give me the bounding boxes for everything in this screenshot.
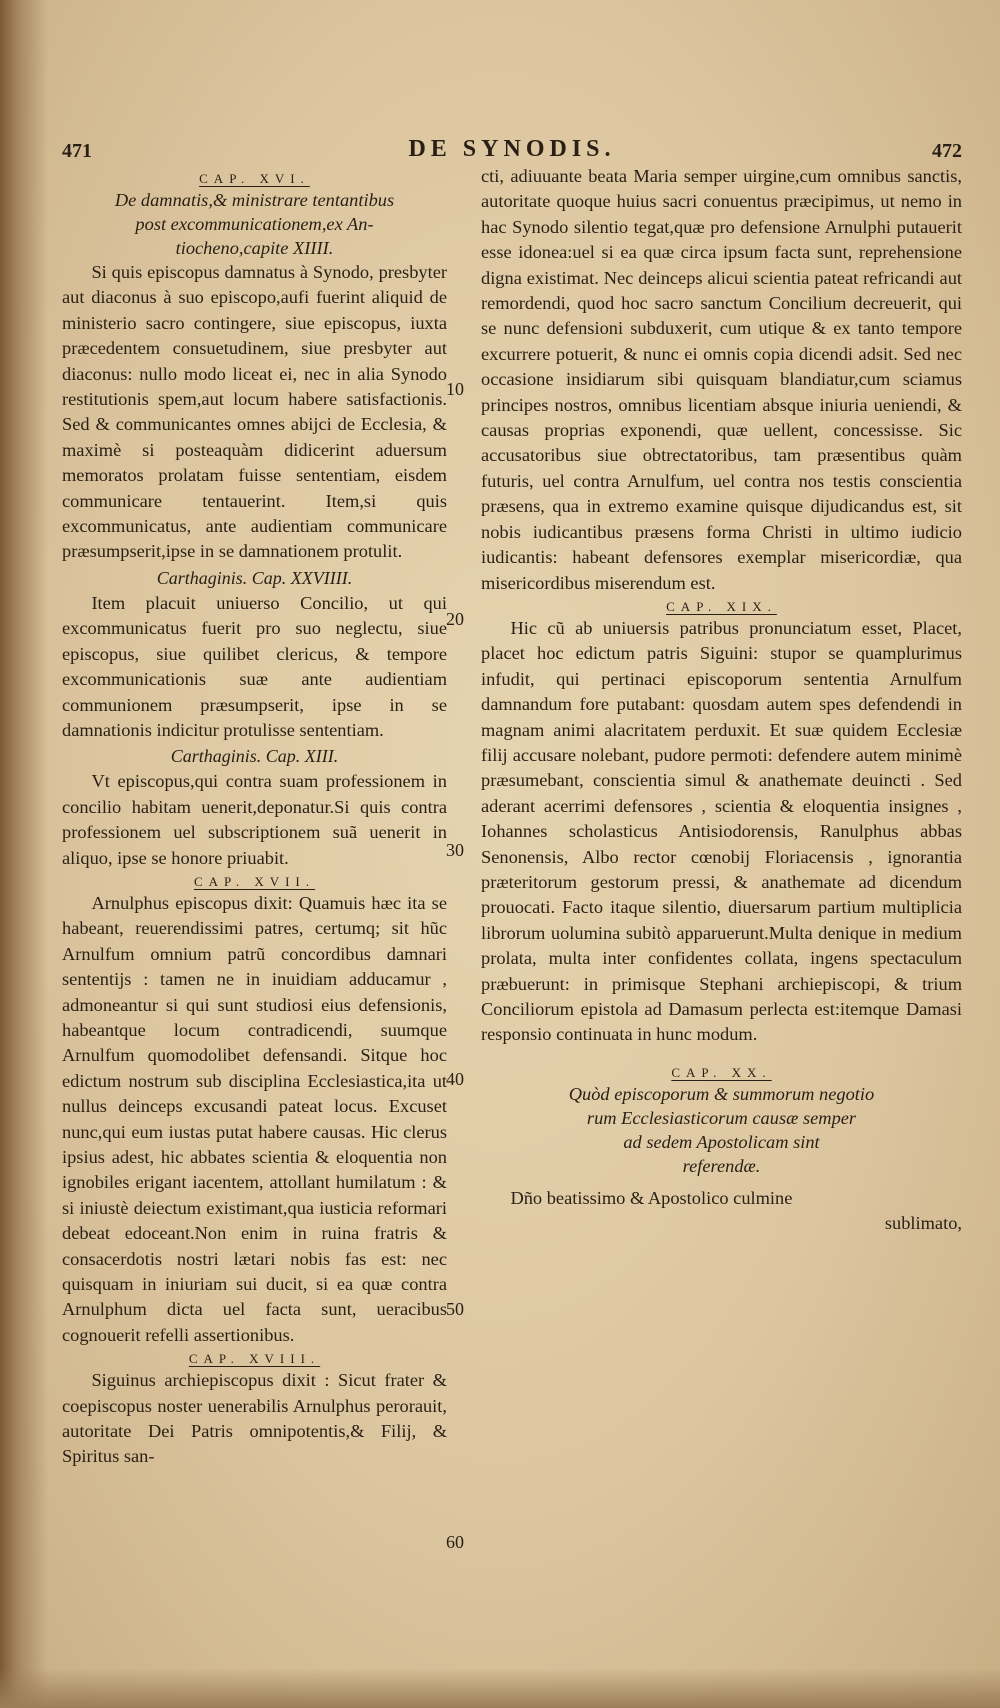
chapter-rubric-line: De damnatis,& ministrare tentantibus bbox=[114, 190, 395, 210]
chapter-text: Item placuit uniuerso Concilio, ut qui excommunicatus fuerit pro suo neglectu, siue episcopus, siue quilibet clericus, & tempore excommunicationis suæ ante audientiam communionem præsumpserit, ipse in se damnationis indicitur protulisse sententiam. bbox=[62, 592, 447, 740]
chapter-heading: CAP. XVII. bbox=[193, 873, 316, 889]
chapter-text: Hic cũ ab uniuersis patribus pronunciatum esset, Placet, placet hoc edictum patris Siguini: stupor se quamplurimus infudit, qui pertinaci episcoporum sententia Arnulfum damnandum fore putabant: quosdam autem spes defendendi in magnam animi alacritatem perduxit. Et suæ quidem Ecclesiæ filij accusare nolebant, pudore permoti: defendere autem minimè præsumebant, conscientia simul & anathemate deuincti . Sed aderant acerrimi defensores , scientia & eloquentia insignes , Iohannes scholasticus Antisiodorensis, Ranulphus abbas Senonensis, Albo rector cœnobij Floriacensis , ignorantia præteritorum gestorum pressi, & anathemate ad dicendum prouocati. Facto itaque silentio, diuersarum partium multiplicia librorum uolumina subitò apparuerunt.Multa denique in medium prolata, multa inter confidentes collata, ingens spectaculum præbuerunt: in primisque Stephani archiepiscopi, & trium Conciliorum epistola ad Damasum perlecta est:itemque Damasi responsio continuata in hunc modum. bbox=[481, 617, 962, 1045]
line-number: 20 bbox=[446, 609, 464, 629]
chapter-text: Dño beatissimo & Apostolico culmine bbox=[510, 1187, 793, 1208]
line-number: 60 bbox=[446, 1532, 464, 1552]
chapter-text: Si quis episcopus damnatus à Synodo, presbyter aut diaconus à suo episcopo,aufi fuerint aliquid de ministerio sacro contingere, siue episcopus, iuxta præcedentem consuetudinem, siue presbyter aut diaconus: nullo modo liceat ei, nec in alia Synodo restitutionis spem,aut locum habere satisfactionis. Sed & communicantes omnes abijci de Ecclesia, & maximè si posteaquàm didicerint aduersum memoratos prolatam fuisse sententiam, eisdem communicare tentauerint. Item,si quis excommunicatus, ante audientiam communicare præsumpserit,ipse in se damnationem protulit. bbox=[62, 262, 447, 562]
chapter-rubric-line: tiocheno,capite XIIII. bbox=[175, 238, 334, 258]
line-number: 40 bbox=[446, 1069, 464, 1089]
line-number: 10 bbox=[446, 379, 464, 399]
page-bottom-edge bbox=[0, 1668, 1000, 1708]
chapter-text: cti, adiuuante beata Maria semper uirgine,cum omnibus sanctis, autoritate quoque huius sacri conuentus præcipimus, ut nemo in hac Synodo silentio tegat,quæ pro defensione Arnulphi putauerit esse idonea:uel si ea quæ circa ipsum facta sunt, reprehensione digna existimat. Nec deinceps alicui scientia pateat refricandi aut remordendi, quod hoc sacro sanctum Concilium decreuerit, qui se nunc defensioni subduxerit, cum utique & ex tanto tempore excurrere potuerit, & nunc ei omnis copia dicendi adsit. Sed nec occasione insidiarum sibi quisquam blandiatur,cum sciamus principes nostros, omnibus licentiam absque iniuria ueniendi, & causas proprias exponendi, quæ uellent, concessisse. Sic accusatoribus siue obtrectatoribus, tam præsentibus quàm futuris, uel contra Arnulfum, uel contra nos testis conscientia præsens, qua in extremo examine quisque dijudicandus est, sit nobis iudicantibus præsens forma Christi in ultimo iudicio iudicantis: habeant defensores exemplar misericordiæ, qua misericordibus miserendum est. bbox=[481, 166, 962, 593]
chapter-rubric-line: rum Ecclesiasticorum causæ semper bbox=[586, 1107, 857, 1128]
chapter-text: Arnulphus episcopus dixit: Quamuis hæc ita se habeant, reuerendissimi patres, certumq; sit hũc Arnulfum omnium patrũ concordibus damnari sententijs : tamen ne in inuidiam adducamur , admoneantur si qui sunt studiosi eius defensionis, habeantque locum contradicendi, suumque Arnulfum quomodolibet defensandi. Sitque hoc edictum nostrum sub disciplina Ecclesiastica,ita ut nullus deinceps excusandi pateat locus. Excuset nunc,qui eum iustas putat habere causas. Hic clerus ipsius adest, hic abbates scientia & eloquentia non ignobiles erigant iacentem, attollant humilatum : & si iniustè deiectum existimant,qua iusticia reformari debeat edoceant.Non enim in ruina fratris & consacerdotis nostri lætari nobis fas est: nec quisquam in iniuriam sui ducit, si ea quæ contra Arnulphum dicta uel facta sunt, ueracibus cognouerit refelli assertionibus. bbox=[62, 892, 447, 1345]
chapter-heading: CAP. XIX. bbox=[666, 598, 777, 614]
line-number-gutter bbox=[440, 164, 480, 1704]
line-number: 50 bbox=[446, 1299, 464, 1319]
source-heading: Carthaginis. Cap. XXVIIII. bbox=[156, 567, 353, 588]
left-page-number: 471 bbox=[62, 140, 92, 162]
chapter-text: Vt episcopus,qui contra suam professionem in concilio habitam uenerit,deponatur.Si quis contra professionem uel subscriptionem suã uenerit in aliquo, ipse se honore priuabit. bbox=[62, 771, 447, 868]
left-column bbox=[62, 168, 447, 1470]
page-binding-shadow bbox=[0, 0, 48, 1708]
chapter-text: Siguinus archiepiscopus dixit : Sicut frater & coepiscopus noster uenerabilis Arnulphus perorauit, autoritate Dei Patris omnipotentis,& Filij, & Spiritus san- bbox=[62, 1370, 447, 1467]
chapter-rubric-line: referendæ. bbox=[682, 1155, 761, 1176]
closing-word: sublimato, bbox=[884, 1213, 962, 1234]
chapter-rubric-line: Quòd episcoporum & summorum negotio bbox=[568, 1083, 875, 1104]
right-column bbox=[481, 164, 962, 1237]
line-number: 30 bbox=[446, 840, 464, 860]
chapter-heading: CAP. XVIII. bbox=[188, 1351, 321, 1367]
chapter-heading: CAP. XX. bbox=[671, 1064, 772, 1080]
chapter-rubric-line: post excommunicationem,ex An- bbox=[135, 214, 374, 234]
chapter-rubric-line: ad sedem Apostolicam sint bbox=[623, 1131, 820, 1152]
right-page-number: 472 bbox=[932, 140, 962, 162]
running-title: DE SYNODIS. bbox=[408, 136, 616, 162]
source-heading: Carthaginis. Cap. XIII. bbox=[170, 746, 339, 767]
chapter-heading: CAP. XVI. bbox=[199, 171, 310, 186]
